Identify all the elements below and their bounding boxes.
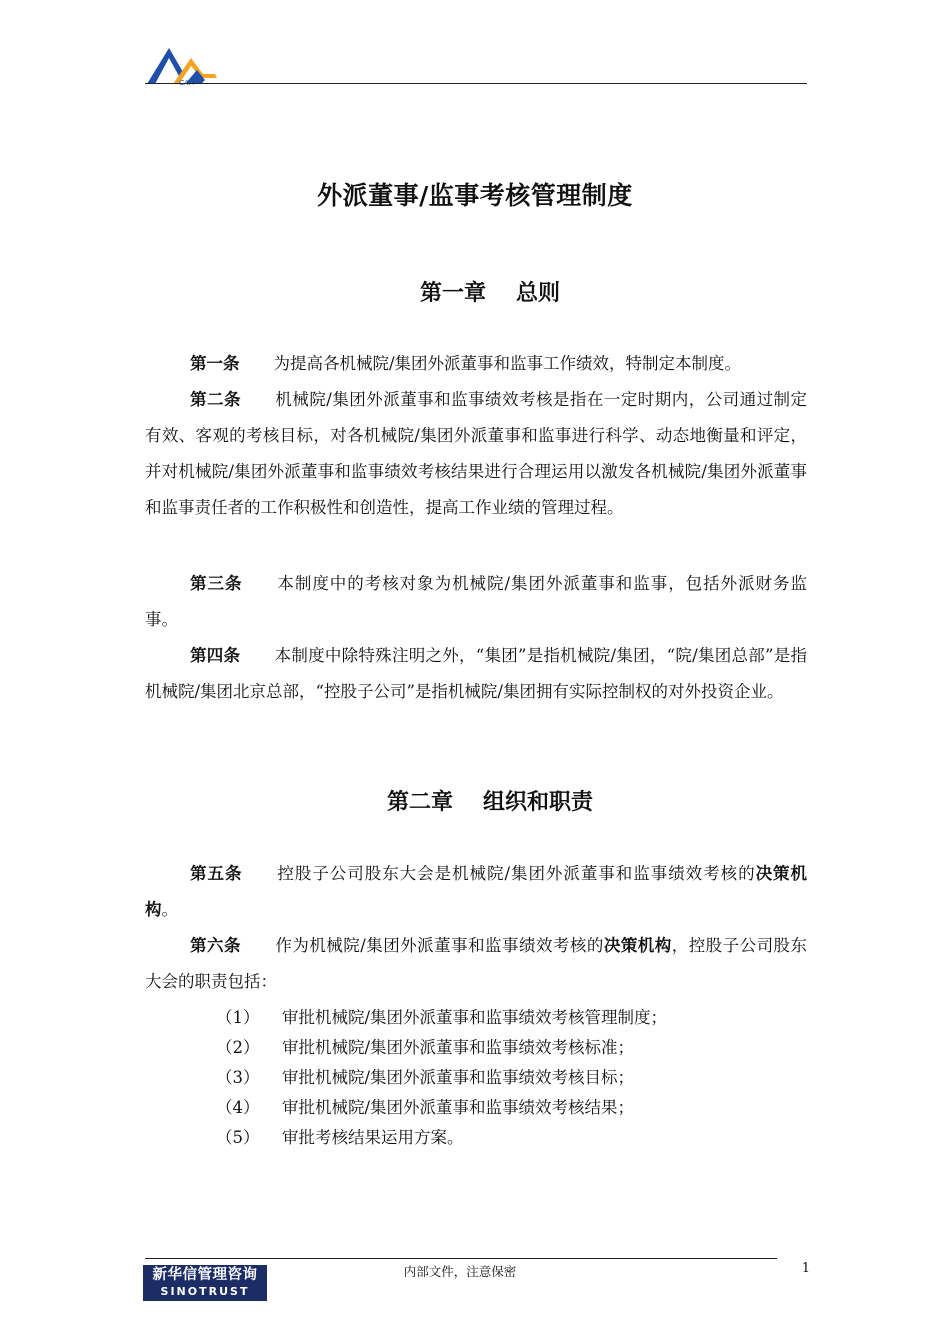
article-5: 第五条 控股子公司股东大会是机械院/集团外派董事和监事绩效考核的决策机构。 [145,864,807,919]
chapter-heading: 第二章 组织和职责 [386,790,594,815]
article-2: 第二条 机械院/集团外派董事和监事绩效考核是指在一定时期内，公司通过制定有效、客观的考核目标，对各机械院/集团外派董事和监事进行科学、动态地衡量和评定，并对机械院/集团外派董事和监事绩效考核结果进行合理运用以激发各机械院/集团外派董事和监事责任者的工作积极性和创造性，提高工作业绩的管理过程。 [145,390,808,517]
document-title: 外派董事/监事考核管理制度 [317,181,633,210]
svg-text:CAM: CAM [179,79,195,86]
article-4: 第四条 本制度中除特殊注明之外，“集团”是指机械院/集团，“院/集团总部”是指机械院/集团北京总部，“控股子公司”是指机械院/集团拥有实际控制权的对外投资企业。 [145,646,808,701]
list-item: （4） 审批机械院/集团外派董事和监事绩效考核结果； [216,1098,635,1117]
article-3: 第三条 本制度中的考核对象为机械院/集团外派董事和监事，包括外派财务监事。 [145,574,807,629]
footer-logo: 新华信管理咨询 SINOTRUST [143,1265,267,1301]
page-number: 1 [801,1261,810,1276]
list-item: （5） 审批考核结果运用方案。 [216,1128,464,1147]
list-item: （3） 审批机械院/集团外派董事和监事绩效考核目标； [216,1068,635,1087]
header-rule [145,83,807,84]
list-item: （2） 审批机械院/集团外派董事和监事绩效考核标准； [216,1038,635,1057]
list-item: （1） 审批机械院/集团外派董事和监事绩效考核管理制度； [216,1008,668,1027]
article-1: 第一条 为提高各机械院/集团外派董事和监事工作绩效，特制定本制度。 [190,354,742,373]
confidentiality-notice: 内部文件，注意保密 [403,1264,517,1279]
chapter-heading: 第一章 总则 [419,281,561,306]
footer-rule [145,1258,777,1259]
duties-list [216,1003,816,1153]
company-logo [145,44,217,86]
article-6: 第六条 作为机械院/集团外派董事和监事绩效考核的决策机构，控股子公司股东大会的职责包括： [145,936,808,991]
